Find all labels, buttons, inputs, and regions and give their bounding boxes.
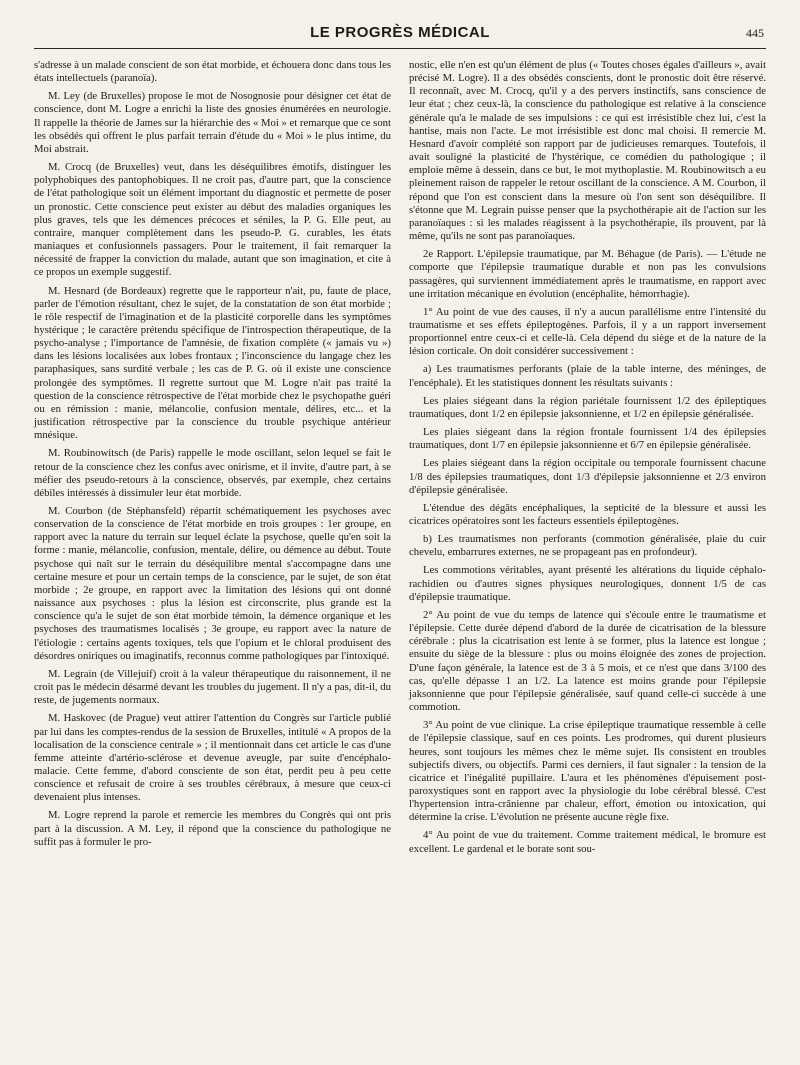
running-header — [34, 22, 766, 49]
paragraph: M. Logre reprend la parole et remercie les membres du Congrès qui ont pris part à la discussion. A M. Ley, il répond que la conscience du pathologique ne suffit pas à formuler le pro- — [34, 809, 391, 848]
journal-title: LE PROGRÈS MÉDICAL — [310, 24, 490, 41]
paragraph: 3° Au point de vue clinique. La crise épileptique traumatique ressemble à celle de l'épilepsie classique, sauf en ces points. Les prodromes, qui durent plusieurs heures, sont toujours les mêmes chez le même sujet. Ils consistent en troubles subjectifs divers, ou objectifs. Parmi ces derniers, il faut signaler : la tension de la cicatrice et l'inégalité pupillaire. L'aura et les phénomènes d'épuisement post-paroxystiques sont en rapport avec la physiologie du lobe cérébral blessé. C'est l'hypertension intra-crânienne par chaleur, effort, émotion ou intoxication, qui détermine la crise. L'évolution ne présente aucune règle fixe. — [409, 719, 766, 824]
paragraph: nostic, elle n'en est qu'un élément de plus (« Toutes choses égales d'ailleurs », avait précisé M. Logre). Il a des obsédés conscients, dont le pronostic doit être réservé. Il reconnaît, avec M. Crocq, qu'il y a des pervers instinctifs, sans conscience de leur état ; chez ceux-là, la conscience du pathologique est relative à la conscience générale qu'a le malade de ses impulsions : ce qui est irrésistible chez lui, c'est la hantise, mais non l'acte. Le mot irrésistible est donc mal choisi. Il remercie M. Hesnard d'avoir complété son rapport par de judicieuses remarques. Toutefois, il avait souligné la plasticité de l'hystérique, ce comédien du pathologique ; il emploie même à dessein, dans ce but, le mot mythoplastie. M. Roubinowitsch a eu pleinement raison de rappeler le retour oscillant de la conscience. A M. Courbon, il répond que l'on est conscient dans la mesure où l'on sent son déséquilibre. Il s'étonne que M. Legrain puisse penser que la psychothérapie ait de l'action sur les paranoïaques : si les malades réagissent à la psychothérapie, ils prouvent, par là même, qu'ils ne sont pas paranoïaques. — [409, 59, 766, 243]
paragraph: a) Les traumatismes perforants (plaie de la table interne, des méninges, de l'encéphale). Et les statistiques donnent les résultats suivants : — [409, 363, 766, 389]
section-heading-paragraph: 2e Rapport. L'épilepsie traumatique, par M. Béhague (de Paris). — L'étude ne comporte que l'épilepsie traumatique durable et non pas les convulsions passagères, qui surviennent immédiatement après le traumatisme, en rapport avec une irritation mécanique en évolution (encéphalite, hémorrhagie). — [409, 248, 766, 300]
paragraph: Les commotions véritables, ayant présenté les altérations du liquide céphalo-rachidien ou d'autres signes physiques neurologiques, donnent 1/5 de cas d'épilepsie traumatique. — [409, 564, 766, 603]
paragraph: 2° Au point de vue du temps de latence qui s'écoule entre le traumatisme et l'épilepsie. Cette durée dépend d'abord de la durée de cicatrisation de la blessure cérébrale : plus la cicatrisation est lente à se former, plus la latence est longue ; ensuite du siège de la blessure : plus ou moins éloignée des zones de projection. D'une façon générale, la latence est de 3 à 5 mois, et ce n'est que dans 3/100 des cas, qu'elle dépasse 1 an 1/2. La latence est moins grande pour l'épilepsie jaksonnienne que pour l'épilepsie généralisée, sauf quand celle-ci succède à une commotion. — [409, 608, 766, 714]
paragraph: Les plaies siégeant dans la région occipitale ou temporale fournissent chacune 1/8 des épilepsies traumatiques, dont 1/3 d'épilepsie jaksonnienne et 2/3 environ d'épilepsie généralisée. — [409, 457, 766, 496]
paragraph: s'adresse à un malade conscient de son état morbide, et échouera donc dans tous les états intellectuels (paranoïa). — [34, 59, 391, 85]
left-column — [34, 59, 391, 856]
paragraph: M. Hesnard (de Bordeaux) regrette que le rapporteur n'ait, pu, faute de place, parler de l'émotion résultant, chez le sujet, de la constatation de son état morbide ; le rôle respectif de l'imagination et de la plasticité corporelle dans les symptômes hystérique ; le caractère prétendu spécifique de l'introspection thérapeutique, de la psycho-analyse ; l'importance de l'amnésie, de fixation complète (« jamais vu ») dans les lésions localisées aux lobes frontaux ; l'inconscience du langage chez les paraphasiques, sans surdité verbale ; les cas de P. G. où il existe une conscience prolongée des symptômes. Il regrette surtout que M. Logre n'ait pas traité la question de la conscience rétrospective de l'état morbide chez le psychopathe guéri ou en rémission : manie, mélancolie, confusion mentale, délires, etc... et la justification rétrospective par la conscience du trouble psychique antérieur mnésique. — [34, 284, 391, 442]
paragraph: b) Les traumatismes non perforants (commotion généralisée, plaie du cuir chevelu, embarrures externes, ne se propageant pas en profondeur). — [409, 533, 766, 559]
paragraph: M. Roubinowitsch (de Paris) rappelle le mode oscillant, selon lequel se fait le retour de la conscience chez les confus avec onirisme, et il invite, d'autre part, à se méfier des pseudo-retours à la conscience, observés, par exemple, chez certains débiles intéressés à dissimuler leur état morbide. — [34, 447, 391, 499]
page-number: 445 — [746, 26, 764, 40]
paragraph: M. Ley (de Bruxelles) propose le mot de Nosognosie pour désigner cet état de conscience, dont M. Logre a enrichi la liste des gnosies énumérées en neurologie. Il rappelle la théorie de James sur la hiérarchie des « Moi » et remarque que ce sont les obsédés qui offrent le plus parfait terrain d'étude du « Moi » le plus intime, du Moi abstrait. — [34, 90, 391, 155]
paragraph: L'étendue des dégâts encéphaliques, la septicité de la blessure et aussi les cicatrices opératoires sont les facteurs essentiels épileptogènes. — [409, 501, 766, 527]
paragraph: Les plaies siégeant dans la région frontale fournissent 1/4 des épilepsies traumatiques, dont 1/7 en épilepsie jaksonnienne et 6/7 en épilepsie généralisée. — [409, 426, 766, 452]
text-columns — [34, 59, 766, 856]
right-column — [409, 59, 766, 856]
paragraph: M. Legrain (de Villejuif) croit à la valeur thérapeutique du raisonnement, il ne croit pas le médecin désarmé devant les troubles du jugement. Il n'y a pas, dit-il, du reste, de jugements normaux. — [34, 667, 391, 707]
paragraph: M. Haskovec (de Prague) veut attirer l'attention du Congrès sur l'article publié par lui dans les comptes-rendus de la session de Bruxelles, intitulé « A propos de la localisation de la conscience centrale » ; il mentionnait dans cet article le cas d'une femme atteinte d'artério-sclérose et devenue aveugle, par suite d'encéphalo-malacie. Cette femme, d'abord consciente de son état, perdit peu à peu cette conscience et refusait de croire à ses troubles cérébraux, à mesure que ceux-ci devenaient plus intenses. — [34, 712, 391, 804]
paragraph: M. Crocq (de Bruxelles) veut, dans les déséquilibres émotifs, distinguer les polyphobiques des pantophobiques. Il ne croit pas, d'autre part, que la conscience de l'état pathologique soit un élément important du diagnostic et permette de poser un pronostic. Cette conscience peut exister au début des maladies organiques les plus graves, tels que les démences précoces et séniles, la P. G. Elle peut, au contraire, manquer complètement dans les pseudo-P. G. curables, les états maniaques et confusionnels passagers. Pour le traitement, il fait remarquer la nécessité de frapper la conviction du malade, autant que son imagination, et cite à ce propos un exemple suggestif. — [34, 161, 391, 279]
paragraph: M. Courbon (de Stéphansfeld) répartit schématiquement les psychoses avec conservation de la conscience de l'état morbide en trois groupes : 1er groupe, en rapport avec la nature du terrain sur lequel éclate la psychose, quelle qu'en soit la forme : manie, mélancolie, confusion, mentale, délire, ou démence au début. Toute psychose qui naît sur le terrain du déséquilibre mental s'accompagne dans une certaine mesure et pour un certain temps de la conscience, par le sujet, de son état morbide ; 2e groupe, en rapport avec la limitation des lésions qui ont donné naissance aux psychoses : plus la lésion est circonscrite, plus grande est la conscience qu'a le sujet de son état morbide témoin, la démence organique et les psychoses des traumatismes localisés ; 3e groupe, eu rapport avec la nature de l'étiologie : certains agents toxiques, tels que l'opium et le chloral produisent des désordres oniriques ou imaginatifs, reconnus comme pathologiques par l'intoxiqué. — [34, 505, 391, 662]
paragraph: 1° Au point de vue des causes, il n'y a aucun parallélisme entre l'intensité du traumatisme et ses effets épileptogènes. Parfois, il y a un rapport inversement proportionnel entre ceux-ci et celle-là. Cela dépend du siège et de la nature de la lésion corticale. On doit considérer successivement : — [409, 305, 766, 358]
paragraph: 4° Au point de vue du traitement. Comme traitement médical, le bromure est excellent. Le gardenal et le borate sont sou- — [409, 829, 766, 855]
paragraph: Les plaies siégeant dans la région pariétale fournissent 1/2 des épileptiques traumatiques, dont 1/2 en épilepsie jaksonnienne, et 1/2 en épilepsie généralisée. — [409, 394, 766, 420]
